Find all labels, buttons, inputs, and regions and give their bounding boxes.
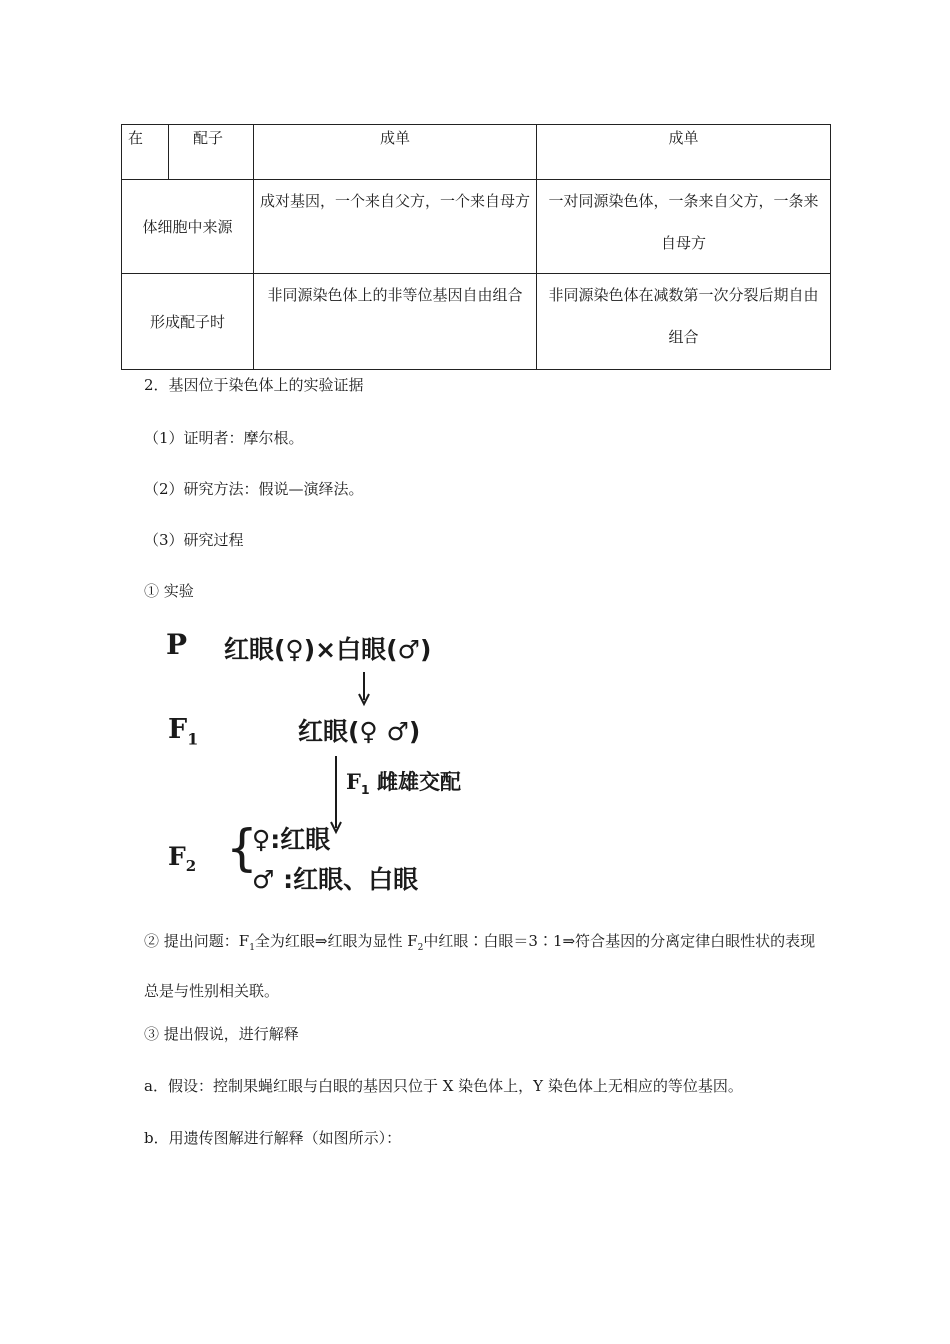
brace-icon: { bbox=[226, 819, 258, 877]
table-cell: 成单 bbox=[254, 125, 537, 180]
f1-result-text: 红眼(♀ ♂) bbox=[298, 717, 421, 746]
comparison-table bbox=[121, 124, 831, 370]
f1-generation-label: $F_1$ bbox=[168, 714, 199, 749]
p-cross-text: 红眼(♀)×白眼(♂) bbox=[224, 635, 432, 664]
down-arrow-icon bbox=[328, 754, 348, 838]
question-paragraph: ② 提出问题：$F_1$全为红眼⇒红眼为显性 $F_2$中红眼∶白眼＝3∶1⇒符合基因的分离定律白眼性状的表现总是与性别相关联。 bbox=[144, 932, 816, 1000]
list-item: a．假设：控制果蝇红眼与白眼的基因只位于 X 染色体上，Y 染色体上无相应的等位基因。 bbox=[144, 1077, 743, 1095]
table-cell: 体细胞中来源 bbox=[122, 180, 254, 274]
table-cell: 成单 bbox=[537, 125, 831, 180]
table-cell: 形成配子时 bbox=[122, 274, 254, 370]
f2-generation-label: $F_2$ bbox=[168, 842, 197, 875]
table-cell: 配子 bbox=[169, 125, 254, 180]
table-cell: 成对基因，一个来自父方，一个来自母方 bbox=[254, 180, 537, 274]
f2-female-text: ♀:红眼 bbox=[252, 825, 331, 854]
table-cell: 非同源染色体在减数第一次分裂后期自由组合 bbox=[537, 274, 831, 370]
list-item: （1）证明者：摩尔根。 bbox=[144, 429, 304, 447]
list-item: （3）研究过程 bbox=[144, 531, 244, 549]
table-cell: 在 bbox=[122, 125, 169, 180]
down-arrow-icon bbox=[356, 670, 376, 710]
table-cell: 非同源染色体上的非等位基因自由组合 bbox=[254, 274, 537, 370]
list-item: b．用遗传图解进行解释（如图所示）： bbox=[144, 1129, 402, 1147]
f1-mating-text: $F_1$ 雌雄交配 bbox=[346, 769, 461, 798]
list-item: ③ 提出假说，进行解释 bbox=[144, 1025, 299, 1043]
table-row bbox=[122, 125, 831, 180]
p-generation-label: P bbox=[166, 628, 188, 661]
cross-diagram bbox=[160, 620, 540, 900]
list-item: ① 实验 bbox=[144, 582, 194, 600]
table-cell: 一对同源染色体，一条来自父方，一条来自母方 bbox=[537, 180, 831, 274]
table-row bbox=[122, 180, 831, 274]
list-item: （2）研究方法：假说—演绎法。 bbox=[144, 480, 364, 498]
section-title: 2．基因位于染色体上的实验证据 bbox=[144, 376, 364, 394]
f2-male-text: ♂ :红眼、白眼 bbox=[252, 865, 419, 894]
table-row bbox=[122, 274, 831, 370]
